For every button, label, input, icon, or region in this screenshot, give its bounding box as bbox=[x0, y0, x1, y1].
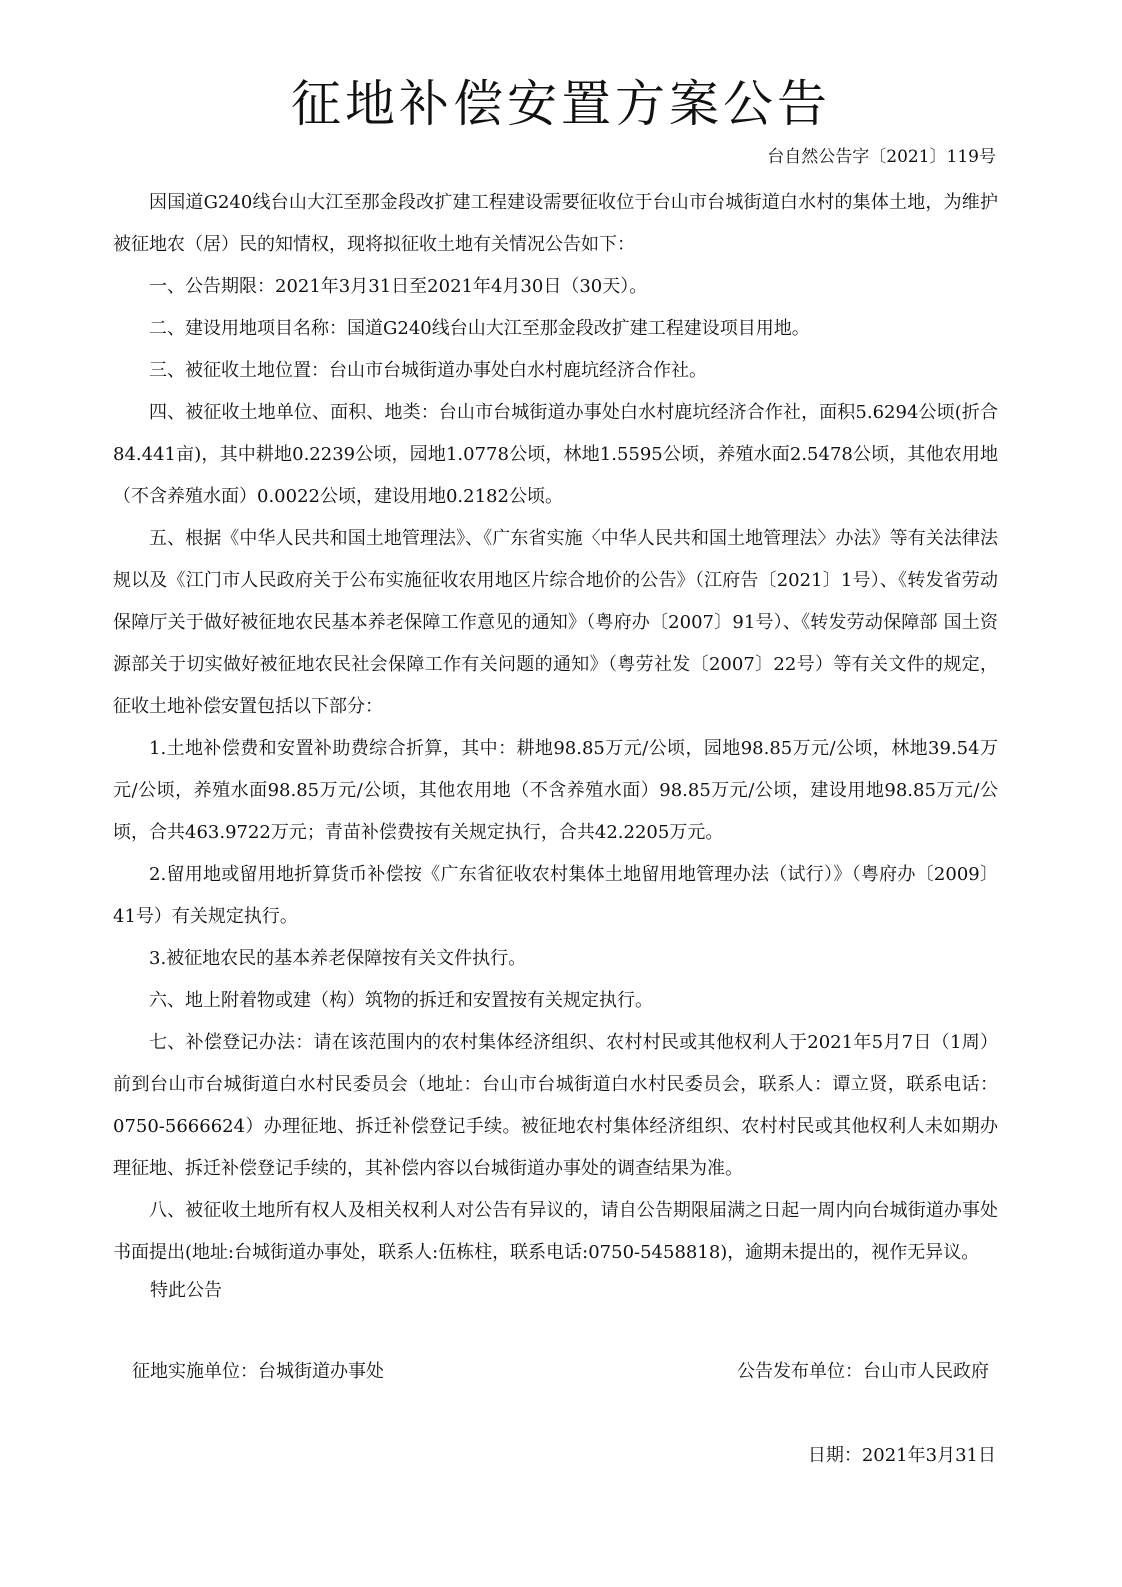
implementing-unit: 征地实施单位：台城街道办事处 bbox=[132, 1361, 384, 1382]
section-objection: 八、被征收土地所有权人及相关权利人对公告有异议的，请自公告期限届满之日起一周内向台城街道办事处书面提出(地址:台城街道办事处，联系人:伍栋柱，联系电话:0750-5458818)，逾期未提出的，视作无异议。 bbox=[113, 1200, 998, 1263]
item-reserved-land: 2.留用地或留用地折算货币补偿按《广东省征收农村集体土地留用地管理办法（试行）》（粤府办〔2009〕41号）有关规定执行。 bbox=[113, 864, 998, 927]
closing-text: 特此公告 bbox=[150, 1280, 222, 1301]
section-land-location: 三、被征收土地位置：台山市台城街道办事处白水村鹿坑经济合作社。 bbox=[149, 360, 707, 381]
section-project-name: 二、建设用地项目名称：国道G240线台山大江至那金段改扩建工程建设项目用地。 bbox=[149, 318, 810, 339]
section-land-area: 四、被征收土地单位、面积、地类：台山市台城街道办事处白水村鹿坑经济合作社，面积5.6294公顷(折合84.441亩)，其中耕地0.2239公顷，园地1.0778公顷，林地1.5595公顷，养殖水面2.5478公顷，其他农用地（不含养殖水面）0.0022公顷，建设用地0.2182公顷。 bbox=[113, 402, 998, 507]
section-legal-basis: 五、根据《中华人民共和国土地管理法》、《广东省实施〈中华人民共和国土地管理法〉办法》等有关法律法规以及《江门市人民政府关于公布实施征收农用地区片综合地价的公告》（江府告〔2021〕1号）、《转发省劳动保障厅关于做好被征地农民基本养老保障工作意见的通知》（粤府办〔2007〕91号）、《转发劳动保障部 国土资源部关于切实做好被征地农民社会保障工作有关问题的通知》（粤劳社发〔2007〕22号）等有关文件的规定，征收土地补偿安置包括以下部分： bbox=[113, 528, 998, 717]
section-demolition: 六、地上附着物或建（构）筑物的拆迁和安置按有关规定执行。 bbox=[149, 990, 653, 1011]
item-land-compensation: 1.土地补偿费和安置补助费综合折算，其中：耕地98.85万元/公顷，园地98.85万元/公顷，林地39.54万元/公顷，养殖水面98.85万元/公顷，其他农用地（不含养殖水面）98.85万元/公顷，建设用地98.85万元/公顷，合共463.9722万元；青苗补偿费按有关规定执行，合共42.2205万元。 bbox=[113, 738, 998, 843]
document-number: 台自然公告字〔2021〕119号 bbox=[767, 147, 996, 167]
intro-paragraph: 因国道G240线台山大江至那金段改扩建工程建设需要征收位于台山市台城街道白水村的集体土地，为维护被征地农（居）民的知情权，现将拟征收土地有关情况公告如下： bbox=[113, 192, 998, 255]
page-title: 征地补偿安置方案公告 bbox=[291, 75, 831, 133]
item-pension: 3.被征地农民的基本养老保障按有关文件执行。 bbox=[149, 948, 527, 969]
notice-date: 日期：2021年3月31日 bbox=[807, 1445, 996, 1466]
section-notice-period: 一、公告期限：2021年3月31日至2021年4月30日（30天）。 bbox=[149, 276, 648, 297]
notice-body bbox=[113, 182, 998, 1274]
section-registration: 七、补偿登记办法：请在该范围内的农村集体经济组织、农村村民或其他权利人于2021年5月7日（1周）前到台山市台城街道白水村民委员会（地址：台山市台城街道白水村民委员会，联系人：谭立贤，联系电话：0750-5666624）办理征地、拆迁补偿登记手续。被征地农村集体经济组织、农村村民或其他权利人未如期办理征地、拆迁补偿登记手续的，其补偿内容以台城街道办事处的调查结果为准。 bbox=[113, 1032, 998, 1179]
publishing-unit: 公告发布单位：台山市人民政府 bbox=[737, 1361, 989, 1382]
